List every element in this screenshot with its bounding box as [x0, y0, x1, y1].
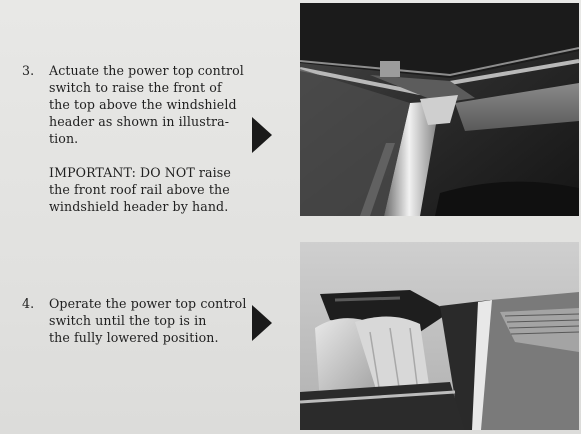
text-line: the top above the windshield	[49, 97, 237, 112]
text-line: switch until the top is in	[49, 313, 207, 328]
photo-top-lowered	[300, 242, 579, 430]
photo-top-raised-illustration	[300, 3, 579, 216]
photo-top-raised	[300, 3, 579, 216]
text-line: switch to raise the front of	[49, 80, 222, 95]
text-line: the fully lowered position.	[49, 330, 219, 345]
text-line: the front roof rail above the	[49, 182, 230, 197]
important-note	[49, 164, 250, 215]
instruction-text	[49, 62, 250, 147]
step-3	[22, 62, 250, 215]
text-line: tion.	[49, 131, 79, 146]
instruction-text	[49, 295, 250, 346]
photo-top-lowered-illustration	[300, 242, 579, 430]
text-line: Actuate the power top control	[49, 63, 244, 78]
text-line: header as shown in illustra-	[49, 114, 230, 129]
text-line: Operate the power top control	[49, 296, 247, 311]
step-body	[49, 295, 250, 346]
text-line: windshield header by hand.	[49, 199, 229, 214]
text-line: IMPORTANT: DO NOT raise	[49, 165, 231, 180]
arrow-right-icon	[252, 305, 272, 341]
step-number: 3.	[22, 63, 35, 78]
step-number: 4.	[22, 296, 35, 311]
arrow-right-icon	[252, 117, 272, 153]
step-body	[49, 62, 250, 215]
step-4	[22, 295, 250, 346]
